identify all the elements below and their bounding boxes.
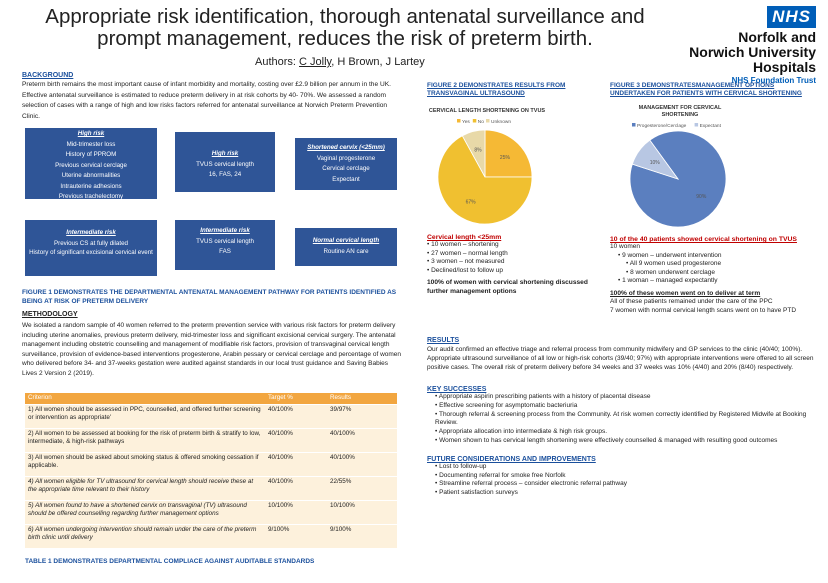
box-item: Cervical cerclage [322,165,370,172]
figure3-footer-text: All of these patients remained under the care of the PPC [610,298,773,305]
figure3-sublist [610,260,820,277]
result-cell: 10/100% [327,500,397,524]
authors-prefix: Authors: [255,56,300,68]
list-item: • Appropriate aspirin prescribing patients with a history of placental disease [427,393,822,402]
figure3-heading: FIGURE 3 DEMONSTRATESMANAGEMENT OPTIONS UNDERTAKEN FOR PATIENTS WITH CERVICAL SHORTENING [610,82,802,97]
legend-label: Unknown [491,120,511,125]
box-title: High risk [77,130,105,137]
table-header-row [25,393,397,404]
legend-swatch [632,123,636,127]
figure2-chart-panel [427,108,547,232]
legend-label: Yes [462,120,470,125]
chart-title: MANAGEMENT FOR CERVICAL SHORTENING [638,105,722,118]
legend-swatch [457,119,461,123]
audit-table [25,393,397,548]
shortened-cervix-box [295,138,397,190]
table-caption: TABLE 1 DEMONSTRATES DEPARTMENTAL COMPLIACE AGAINST AUDITABLE STANDARDS [25,558,315,565]
chart-title: CERVICAL LENGTH SHORTENING ON TVUS [428,108,546,114]
figure2-list [427,241,607,275]
nhs-logo [681,6,816,85]
box-item: FAS [219,248,231,255]
figure3-footer-text-2: 7 women with normal cervical length scans went on to have PTD [610,306,797,314]
figure2-red-heading: Cervical length <25mm [427,234,502,241]
legend-swatch [486,119,490,123]
box-title: Intermediate risk [66,229,116,236]
box-item: Intrauterine adhesions [60,182,122,190]
result-cell: 22/55% [327,476,397,500]
figure3-chart-panel [610,105,750,236]
figure2-section [427,82,607,296]
list-item: • 8 women underwent cerclage [610,269,820,278]
box-item: TVUS cervical length [196,160,254,168]
box-item: Mid-trimester loss [66,140,116,148]
box-title: High risk [211,150,239,157]
target-cell: 9/100% [265,524,327,548]
figure3-footer-heading: 100% of these women went on to deliver at term [610,289,761,297]
list-item: • 9 women – underwent intervention [610,252,820,261]
intermediate-plan-box [175,220,275,270]
box-item: Previous CS at fully dilated [54,239,128,247]
target-cell: 40/100% [265,404,327,428]
list-item: • 3 women – not measured [427,258,607,267]
criterion-cell: 2) All women to be assessed at booking for the risk of preterm birth & stratify to low, intermediate, & high-risk pathways [25,428,265,452]
table-row [25,500,397,524]
result-cell: 39/97% [327,404,397,428]
box-item: Previous trachelectomy [58,193,124,200]
future-heading: FUTURE CONSIDERATIONS AND IMPROVEMENTS [427,455,596,463]
figure1-caption: FIGURE 1 DEMONSTRATES THE DEPARTMENTAL ANTENATAL MANAGEMENT PATHWAY FOR PATIENTS IDENTIFIED AS BEING AT RISK OF PRETERM DELIVERY [22,289,397,305]
figure3-section [610,82,820,315]
box-item: Previous cervical cerclage [55,161,127,169]
result-cell: 40/100% [327,452,397,476]
list-item: • Declined/lost to follow up [427,267,607,276]
criterion-cell: 4) All women eligible for TV ultrasound for cervical length should receive these at the appropriate time relevant to their history [25,476,265,500]
list-item: • Thorough referral & screening process from the Community. At risk women correctly identified by Registered Midwife at Booking Review. [427,411,822,429]
intermediate-risk-box [25,220,157,276]
nhs-mark: NHS [767,6,816,28]
results-section [427,337,822,498]
pathway-diagram [25,128,397,278]
list-item: • Documenting referral for smoke free Norfolk [427,472,822,481]
author-lead: C Jolly [299,56,332,68]
nhs-org-name: Norfolk and Norwich University Hospitals [689,29,816,75]
figure2-heading: FIGURE 2 DEMONSTRATES RESULTS FROM TRANSVAGINAL ULTRASOUND [427,82,566,97]
col-header-criterion: Criterion [25,393,265,404]
pie-data-label: 25% [499,155,510,162]
box-title: Intermediate risk [200,227,250,234]
pie-data-label: 10% [649,160,660,167]
future-list [427,463,822,498]
result-cell: 40/100% [327,428,397,452]
high-risk-plan-box [175,132,275,192]
pie-chart-management [610,119,750,231]
target-cell: 40/100% [265,476,327,500]
target-cell: 40/100% [265,428,327,452]
high-risk-box [25,128,157,199]
author-rest: , H Brown, J Lartey [331,56,425,68]
legend-swatch [695,123,699,127]
box-item: 16, FAS, 24 [208,171,242,178]
figure3-list-2 [610,277,820,286]
list-item: • Appropriate allocation into intermediate & high risk groups. [427,428,822,437]
authors [255,56,425,68]
key-successes-heading: KEY SUCCESSES [427,386,487,393]
criterion-cell: 1) All women should be assessed in PPC, counselled, and offered further screening or intervention as appropriate' [25,404,265,428]
pie-data-label: 8% [474,147,482,154]
list-item: • 1 woman – managed expectantly [610,277,820,286]
col-header-target: Target % [265,393,327,404]
col-header-results: Results [327,393,397,404]
key-successes-list [427,393,822,446]
box-item: History of significant excisional cervical event [29,249,153,256]
box-title: Normal cervical length [312,237,380,244]
list-item: • Effective screening for asymptomatic bacteriuria [427,402,822,411]
table-row [25,452,397,476]
list-item: • Women shown to has cervical length shortening were effectively counselled & managed with resulting good outcomes [427,437,822,446]
methodology-section [22,311,402,379]
target-cell: 40/100% [265,452,327,476]
box-title: Shortened cervix (<25mm) [307,144,385,151]
background-section [22,72,402,122]
result-cell: 9/100% [327,524,397,548]
list-item: • 10 women – shortening [427,241,607,250]
results-heading: RESULTS [427,337,460,344]
list-item: • All 9 women used progesterone [610,260,820,269]
background-text: Preterm birth remains the most important cause of infant morbidity and mortality, costing over £2.9 billion per annum in the UK. Effective antenatal surveillance is estimated to reduce preterm delivery in at risk cohorts by 40- 70%. We assessed a random selection of cases with a range of high and low risks factors referred for antenatal surveillance at Norwich Preterm Prevention Clinic. [22,81,391,120]
legend-swatch [473,119,477,123]
figure3-count: 10 women [610,243,640,250]
list-item: • Patient satisfaction surveys [427,489,822,498]
table-row [25,524,397,548]
list-item: • 27 women – normal length [427,250,607,259]
table-row [25,404,397,428]
pie-slice-yes [485,130,532,177]
criterion-cell: 6) All women undergoing intervention should remain under the care of the preterm birth clinic until delivery [25,524,265,548]
nhs-trust-name: NHS Foundation Trust [731,76,816,85]
figure3-list [610,252,820,261]
poster-title: Appropriate risk identification, thorough antenatal surveillance and prompt management, reduces the risk of preterm birth. [45,5,645,50]
pie-data-label: 67% [465,199,476,206]
normal-cervix-box [295,228,397,266]
legend-label: Progesterone/Cerclage [637,124,687,129]
figure3-red-heading: 10 of the 40 patients showed cervical shortening on TVUS [610,236,797,243]
list-item: • Streamline referral process – consider electronic referral pathway [427,480,822,489]
box-item: TVUS cervical length [196,237,254,245]
box-item: History of PPROM [65,151,117,158]
criterion-cell: 3) All women should be asked about smoking status & offered smoking cessation if applicable. [25,452,265,476]
legend-label: Expectant [699,124,721,129]
pie-chart-tvus [427,115,547,227]
table-row [25,476,397,500]
list-item: • Lost to follow-up [427,463,822,472]
box-item: Routine AN care [323,247,369,255]
figure2-footer: 100% of women with cervical shortening discussed further management options [427,279,588,295]
box-item: Vaginal progesterone [316,154,376,162]
results-text: Our audit confirmed an effective triage and referral process from community midwifery and GP services to the clinic (40/40; 100%). Appropriate ultrasound surveillance of all low or high-risk cohorts (39/40; 97%) with appropriate interventions were offered to all screen positive cases. The overall risk of preterm delivery before 34 weeks and 37 weeks was 10% (4/40) and 20% (8/40) respectively. [427,346,814,371]
pie-data-label: 90% [696,193,707,200]
criterion-cell: 5) All women found to have a shortened cervix on transvaginal (TV) ultrasound should be offered counselling regarding further management options [25,500,265,524]
box-item: Uterine abnormalities [61,172,121,179]
background-heading: BACKGROUND [22,72,74,79]
table-row [25,428,397,452]
methodology-text: We isolated a random sample of 40 women referred to the preterm prevention service with various risk factors for preterm delivery including uterine anomalies, previous preterm delivery, mid-trimester loss and significant excisional cervical surgery. The antenatal management including obstetric counselling and management of modifiable risk factors, provision of transvaginal cervical length surveillance, provision of evidence-based interventions progesterone, Arabin pessary or cervical cerclage and percentage of women who delivered before 34- and 37-weeks gestation were audited against standards in our local trust guidance and Saving Babies Lives 2 Version 2 (2019). [22,322,402,377]
target-cell: 10/100% [265,500,327,524]
methodology-heading: METHODOLOGY [22,311,78,318]
legend-label: No [477,120,484,125]
box-item: Expectant [332,175,360,183]
